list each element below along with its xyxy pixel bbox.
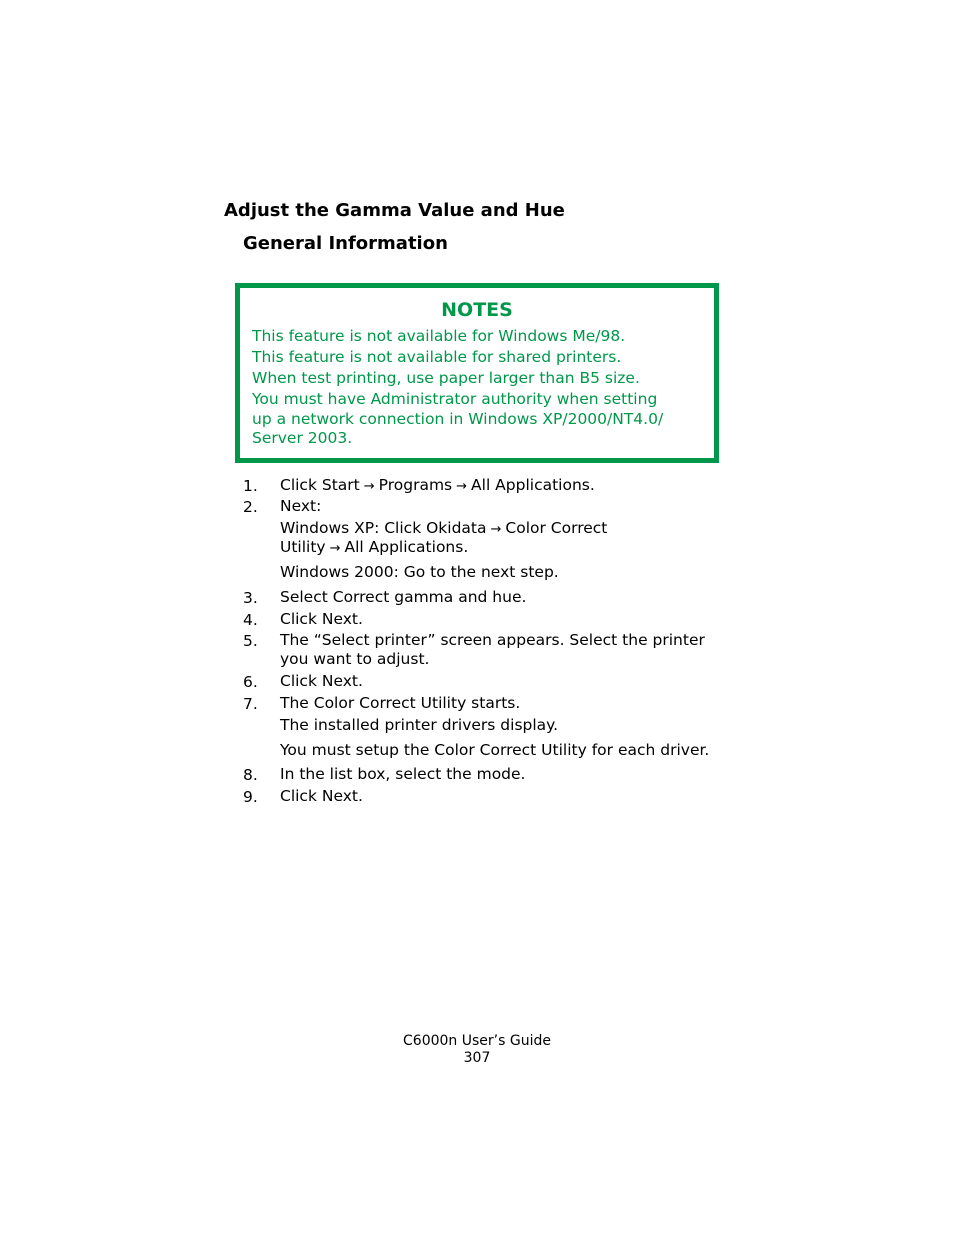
step-text: Click Next. [280, 787, 363, 805]
step-number: 1. [243, 477, 258, 495]
step-substep: You must setup the Color Correct Utility for each driver. [280, 741, 710, 759]
arrow-right-icon: → [490, 522, 502, 537]
step-text: Next: [280, 497, 322, 515]
step-text-part: Windows XP: Click Okidata [280, 519, 487, 537]
arrow-right-icon: → [456, 479, 468, 494]
step-number: 8. [243, 766, 258, 784]
step-text: you want to adjust. [280, 650, 430, 668]
step-text: In the list box, select the mode. [280, 765, 526, 783]
step-number: 2. [243, 498, 258, 516]
step-number: 6. [243, 673, 258, 691]
footer-guide-title: C6000n User’s Guide [403, 1033, 551, 1049]
step-number: 9. [243, 788, 258, 806]
subsection-heading: General Information [243, 233, 448, 254]
step-text: Click Next. [280, 672, 363, 690]
step-substep: The installed printer drivers display. [280, 716, 559, 734]
section-heading: Adjust the Gamma Value and Hue [224, 200, 565, 221]
arrow-right-icon: → [329, 541, 341, 556]
step-text-part: All Applications. [344, 538, 469, 556]
note-item-line: Server 2003. [252, 429, 353, 447]
arrow-right-icon: → [363, 479, 375, 494]
note-item-line: up a network connection in Windows XP/2000/NT4.0/ [252, 409, 664, 428]
step-number: 5. [243, 632, 258, 650]
notes-title: NOTES [441, 299, 513, 321]
page-number: 307 [463, 1050, 491, 1066]
step-text-part: Click Start [280, 476, 360, 494]
step-substep: Windows 2000: Go to the next step. [280, 563, 559, 581]
step-text: Select Correct gamma and hue. [280, 588, 527, 606]
note-item: This feature is not available for Windows Me/98. [252, 327, 626, 345]
step-text-part: Utility [280, 538, 326, 556]
step-text: Click Next. [280, 610, 363, 628]
step-number: 3. [243, 589, 258, 607]
note-item: This feature is not available for shared printers. [252, 348, 622, 366]
step-text: The Color Correct Utility starts. [280, 694, 521, 712]
step-text: The “Select printer” screen appears. Select the printer [280, 631, 705, 649]
step-substep [280, 538, 468, 559]
step-text-part: Color Correct [505, 519, 608, 537]
step-text [280, 476, 595, 497]
note-item-line: You must have Administrator authority when setting [252, 390, 658, 408]
step-text-part: Programs [378, 476, 453, 494]
note-item: When test printing, use paper larger than B5 size. [252, 369, 640, 387]
step-text-part: All Applications. [471, 476, 595, 494]
step-number: 4. [243, 611, 258, 629]
step-number: 7. [243, 695, 258, 713]
step-substep [280, 519, 607, 540]
